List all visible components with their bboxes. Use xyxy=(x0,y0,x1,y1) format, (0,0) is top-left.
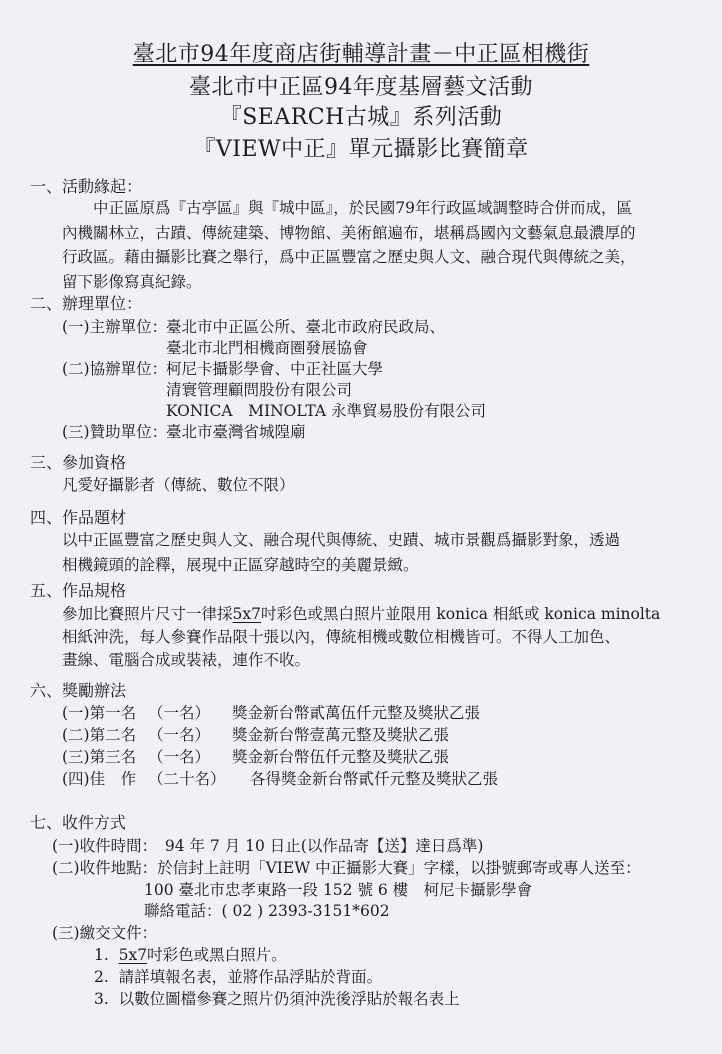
section-5-heading: 五、作品規格 xyxy=(30,581,127,600)
item-text: 吋彩色或黑白照片。 xyxy=(147,946,287,964)
section-1-heading: 一、活動緣起： xyxy=(30,177,143,196)
section-3-heading: 三、參加資格 xyxy=(30,453,127,472)
award-count: （一名） xyxy=(148,704,211,722)
submission-item-3 xyxy=(94,988,460,1010)
receipt-place: (二)收件地點：於信封上註明「VIEW 中正攝影大賽」字樣，以掛號郵寄或專人送至： xyxy=(52,859,641,877)
section-5-line-1 xyxy=(62,603,660,625)
contact-phone: 聯絡電話：( 02 ) 2393-3151*602 xyxy=(144,902,390,920)
co-organizer-line-1: 柯尼卡攝影學會、中正社區大學 xyxy=(166,360,384,378)
section-5-line-3: 畫線、電腦合成或裝裱，連作不收。 xyxy=(62,651,311,669)
photo-size-underlined: 5x7 xyxy=(118,946,148,964)
mailing-address: 100 臺北市忠孝東路一段 152 號 6 樓 柯尼卡攝影學會 xyxy=(144,881,533,899)
co-organizer-label: (二)協辦單位： xyxy=(62,360,168,378)
item-number: 2. xyxy=(94,968,109,986)
award-count: （一名） xyxy=(148,726,211,744)
sponsor-label: (三)贊助單位： xyxy=(62,423,168,441)
host-label: (一)主辦單位： xyxy=(62,318,168,336)
section-1-body: 中正區原爲『古亭區』與『城中區』，於民國79年行政區域調整時合併而成，區內機關林立，古蹟、傳統建築、博物館、美術館遍布，堪稱爲國內文藝氣息最濃厚的行政區。藉由攝影比賽之舉行，爲中正區豐富之歷史與人文、融合現代與傳統之美，留下影像寫真紀錄。 xyxy=(62,199,636,291)
section-5-line-2: 相紙沖洗，每人參賽作品限十張以內，傳統相機或數位相機皆可。不得人工加色、 xyxy=(62,628,621,646)
title-line-4: 『VIEW中正』單元攝影比賽簡章 xyxy=(193,137,529,162)
section-6-heading: 六、獎勵辦法 xyxy=(30,681,127,700)
section-4-heading: 四、作品題材 xyxy=(30,508,127,527)
host-line-1: 臺北市中正區公所、臺北市政府民政局、 xyxy=(166,318,446,336)
sponsor-line-1: 臺北市臺灣省城隍廟 xyxy=(166,423,306,441)
section-5-line-1-post: 吋彩色或黑白照片並限用 konica 相紙或 konica minolta xyxy=(260,605,661,623)
title-line-1: 臺北市94年度商店街輔導計畫－中正區相機街 xyxy=(132,42,590,67)
receipt-time: (一)收件時間： 94 年 7 月 10 日止(以作品寄【送】達日爲準) xyxy=(52,837,484,855)
award-prize: 各得獎金新台幣貳仟元整及獎狀乙張 xyxy=(250,770,499,788)
award-prize: 獎金新台幣伍仟元整及獎狀乙張 xyxy=(232,748,450,766)
item-number: 1. xyxy=(94,946,109,964)
award-place: (三)第三名 xyxy=(62,748,137,766)
award-count: （二十名） xyxy=(148,770,226,788)
photo-size-underlined: 5x7 xyxy=(232,605,261,623)
section-5-line-1-pre: 參加比賽照片尺寸一律採 xyxy=(62,605,233,623)
section-7-heading: 七、收件方式 xyxy=(30,813,127,832)
section-2-heading: 二、辦理單位： xyxy=(30,294,143,313)
award-place: (一)第一名 xyxy=(62,704,137,722)
award-place: (二)第二名 xyxy=(62,726,137,744)
submission-item-2 xyxy=(94,966,382,988)
title-line-3: 『SEARCH古城』系列活動 xyxy=(219,105,503,130)
award-prize: 獎金新台幣貳萬伍仟元整及獎狀乙張 xyxy=(232,704,481,722)
section-3-body: 凡愛好攝影者（傳統、數位不限） xyxy=(62,476,295,494)
item-number: 3. xyxy=(94,990,109,1008)
award-count: （一名） xyxy=(148,748,211,766)
item-text: 以數位圖檔參賽之照片仍須沖洗後浮貼於報名表上 xyxy=(118,990,460,1008)
title-line-2: 臺北市中正區94年度基層藝文活動 xyxy=(189,75,533,100)
section-4-body: 以中正區豐富之歷史與人文、融合現代與傳統、史蹟、城市景觀爲攝影對象，透過相機鏡頭的詮釋，展現中正區穿越時空的美麗景緻。 xyxy=(62,531,621,574)
item-text: 請詳填報名表，並將作品浮貼於背面。 xyxy=(118,968,383,986)
submission-item-1 xyxy=(94,944,287,966)
co-organizer-line-2: 清寰管理顧問股份有限公司 xyxy=(166,381,353,399)
co-organizer-line-3: KONICA MINOLTA 永準貿易股份有限公司 xyxy=(166,402,487,420)
award-place: (四)佳 作 xyxy=(62,770,137,788)
submission-documents-label: (三)繳交文件： xyxy=(52,924,158,942)
host-line-2: 臺北市北門相機商圈發展協會 xyxy=(166,339,368,357)
award-prize: 獎金新台幣壹萬元整及獎狀乙張 xyxy=(232,726,450,744)
